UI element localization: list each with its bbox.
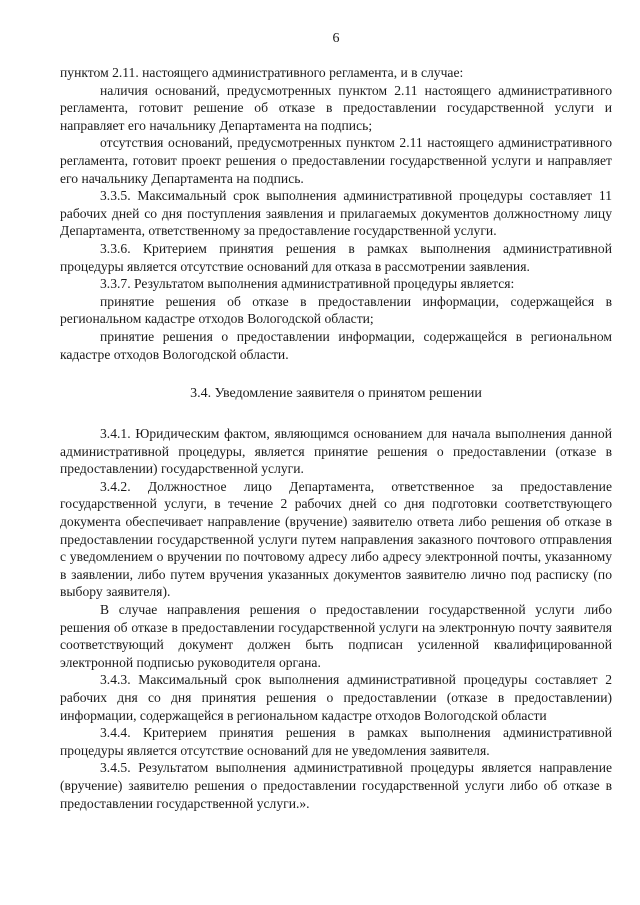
document-page — [60, 30, 612, 812]
paragraph-grounds-present: наличия оснований, предусмотренных пунктом 2.11 настоящего административного регламента, готовит решение об отказе в предоставлении государственной услуги и направляет его начальнику Департамента на подпись; — [60, 82, 612, 133]
paragraph-3-4-3: 3.4.3. Максимальный срок выполнения административной процедуры составляет 2 рабочих дня со дня принятия решения о предоставлении (отказе в предоставлении) информации, содержащейся в региональном кадастре отходов Вологодской области — [60, 672, 612, 723]
section-heading: 3.4. Уведомление заявителя о принятом решении — [190, 386, 482, 402]
paragraph-3-4-2: 3.4.2. Должностное лицо Департамента, ответственное за предоставление государственной услуги, в течение 2 рабочих дней со дня подготовки соответствующего документа обеспечивает направление (вручение) заявителю ответа либо решения об отказе в предоставлении государственной услуги путем направления заказного почтового отправления с уведомлением о вручении по почтовому адресу либо адресу электронной почты, указанному в заявлении, либо путем вручения указанных документов заявителю лично под расписку (по выбору заявителя). — [60, 478, 612, 600]
paragraph-refusal-decision: принятие решения об отказе в предоставлении информации, содержащейся в региональном кадастре отходов Вологодской области; — [60, 293, 612, 327]
paragraph-electronic-delivery: В случае направления решения о предоставлении государственной услуги либо решения об отказе в предоставлении государственной услуги на электронную почту заявителя соответствующий документ должен быть подписан усиленной квалифицированной электронной подписью руководителя органа. — [60, 602, 612, 670]
paragraph-3-3-7: 3.3.7. Результатом выполнения административной процедуры является: — [100, 276, 515, 292]
paragraph-3-4-1: 3.4.1. Юридическим фактом, являющимся основанием для начала выполнения данной административной процедуры, является принятие решения о предоставлении (отказе в предоставлении) государственной услуги. — [60, 426, 612, 477]
paragraph-3-4-5: 3.4.5. Результатом выполнения административной процедуры является направление (вручение) заявителю решения о предоставлении государственной услуги либо об отказе в предоставлении государственной услуги.». — [60, 760, 612, 811]
paragraph-3-3-6: 3.3.6. Критерием принятия решения в рамках выполнения административной процедуры является отсутствие оснований для отказа в рассмотрении заявления. — [60, 240, 612, 274]
paragraph-grounds-absent: отсутствия оснований, предусмотренных пунктом 2.11 настоящего административного регламента, готовит проект решения о предоставлении государственной услуги и направляет его начальнику Департамента на подпись. — [60, 135, 612, 186]
paragraph-3-3-5: 3.3.5. Максимальный срок выполнения административной процедуры составляет 11 рабочих дней со дня поступления заявления и прилагаемых документов должностному лицу Департамента, ответственному за предоставление государственной услуги. — [60, 188, 612, 239]
page-number: 6 — [332, 31, 340, 46]
paragraph-3-4-4: 3.4.4. Критерием принятия решения в рамках выполнения административной процедуры является отсутствие оснований для не уведомления заявителя. — [60, 725, 612, 758]
paragraph-provision-decision: принятие решения о предоставлении информации, содержащейся в региональном кадастре отходов Вологодской области. — [60, 328, 612, 362]
paragraph-continuation: пунктом 2.11. настоящего административного регламента, и в случае: — [60, 65, 464, 80]
